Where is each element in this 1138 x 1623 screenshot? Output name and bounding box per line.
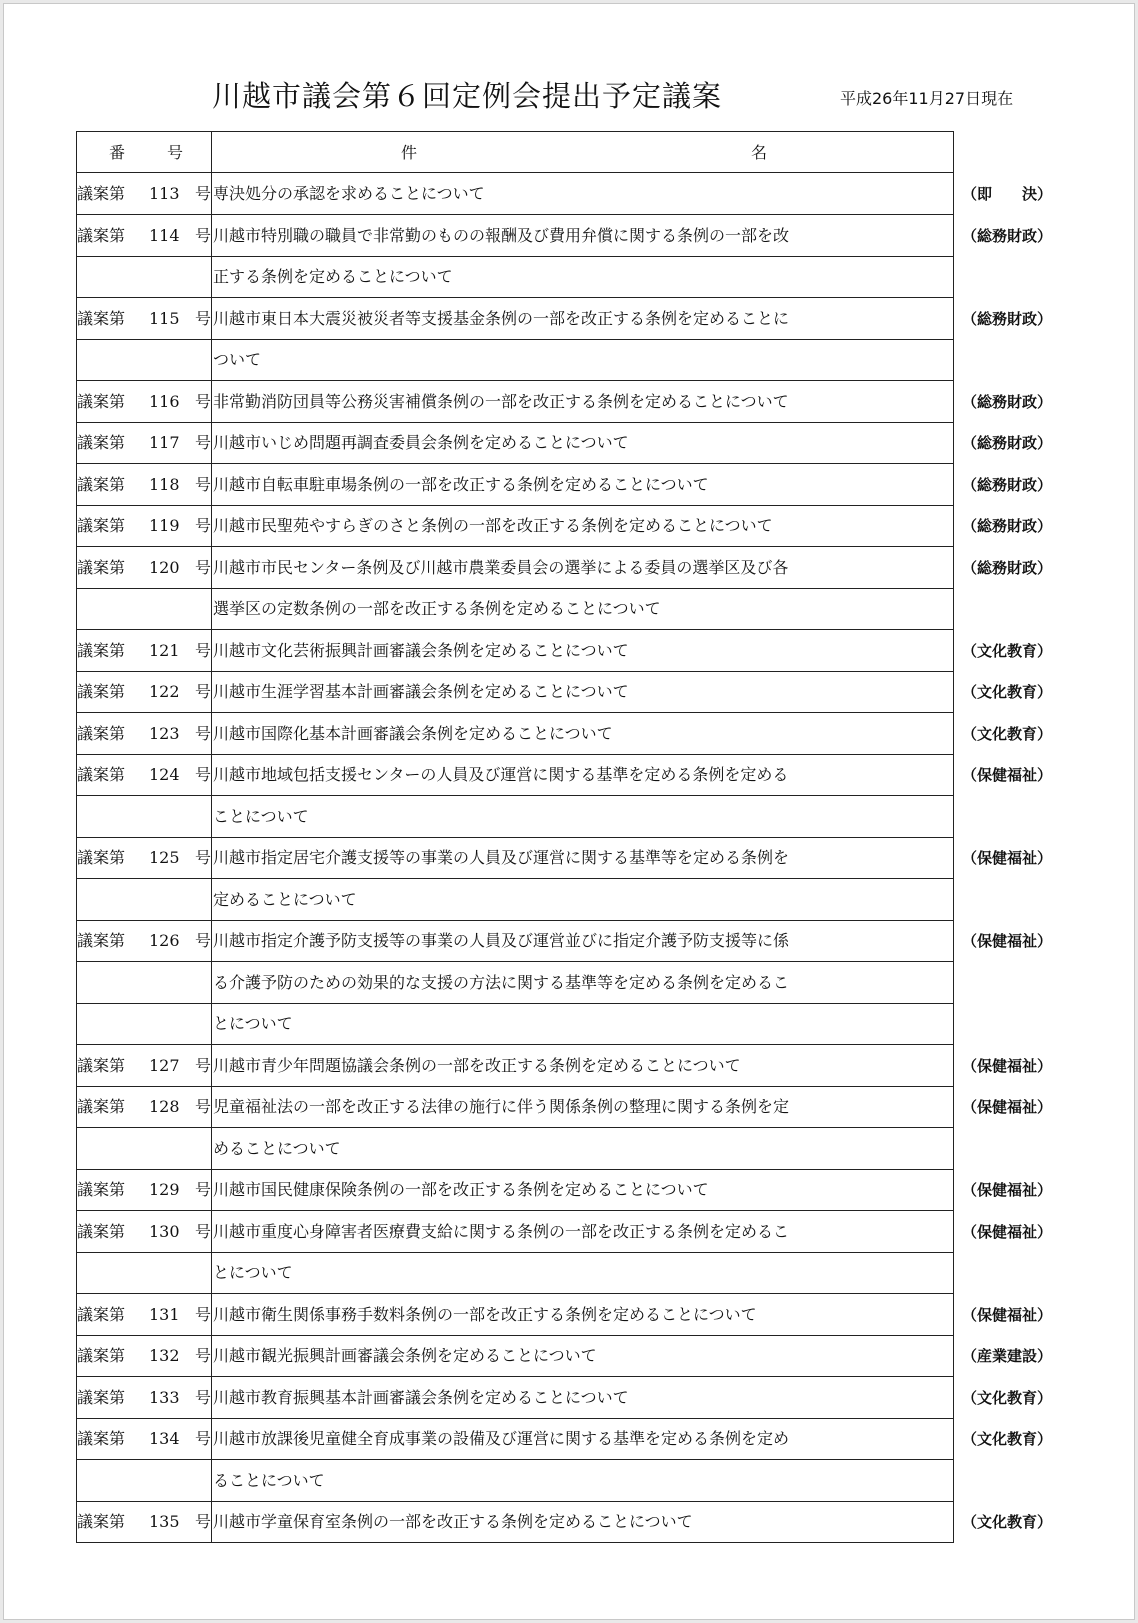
bill-number: 115 <box>149 308 180 328</box>
table-row <box>4 796 1136 838</box>
table-row <box>4 630 1136 672</box>
bill-suffix: 号 <box>195 474 212 494</box>
bill-number-cell <box>76 671 212 713</box>
bill-suffix: 号 <box>195 516 212 535</box>
committee-label: （保健福祉） <box>962 1181 1053 1199</box>
as-of-date: 平成26年11月27日現在 <box>840 89 1014 108</box>
committee-label <box>962 1003 1082 1045</box>
header-go: 号 <box>167 143 184 162</box>
bill-number: 122 <box>149 682 180 701</box>
bill-title: 正する条例を定めることについて <box>211 256 954 298</box>
committee-label <box>962 339 1082 381</box>
table-row <box>4 298 1136 340</box>
table-row <box>4 1003 1136 1045</box>
bill-number-cell <box>76 215 212 257</box>
bill-number-cell <box>76 1211 212 1253</box>
bill-prefix: 議案第 <box>77 433 126 452</box>
bill-prefix: 議案第 <box>77 1097 126 1116</box>
bill-number: 120 <box>149 557 180 577</box>
table-row <box>4 588 1136 630</box>
bill-title: 児童福祉法の一部を改正する法律の施行に伴う関係条例の整理に関する条例を定 <box>211 1086 954 1128</box>
table-row <box>4 173 1136 215</box>
table-row <box>4 1501 1136 1543</box>
bill-title: ことについて <box>211 796 954 838</box>
bill-number-cell <box>76 1335 212 1377</box>
committee-label: （文化教育） <box>962 641 1053 660</box>
table-row <box>4 381 1136 423</box>
bill-number-cell <box>76 630 212 672</box>
bill-prefix: 議案第 <box>77 308 126 328</box>
committee-label: （総務財政） <box>962 475 1053 494</box>
bill-suffix: 号 <box>195 765 212 784</box>
bill-number-cell <box>76 298 212 340</box>
committee-label: （文化教育） <box>962 1513 1053 1531</box>
bill-suffix: 号 <box>195 682 212 701</box>
bill-number-cell <box>76 256 212 298</box>
bill-title: 川越市青少年問題協議会条例の一部を改正する条例を定めることについて <box>211 1045 954 1087</box>
bill-prefix: 議案第 <box>77 225 126 245</box>
bill-table <box>4 4 1136 1621</box>
bill-number-cell <box>76 339 212 381</box>
bill-title: 川越市自転車駐車場条例の一部を改正する条例を定めることについて <box>211 464 954 506</box>
table-row <box>4 920 1136 962</box>
bill-number-cell <box>76 1169 212 1211</box>
page-title: 川越市議会第６回定例会提出予定議案 <box>212 79 723 113</box>
bill-prefix: 議案第 <box>77 1221 126 1241</box>
bill-title: めることについて <box>211 1128 954 1170</box>
committee-label: （保健福祉） <box>962 766 1053 784</box>
bill-title: 川越市民聖苑やすらぎのさと条例の一部を改正する条例を定めることについて <box>211 505 954 547</box>
bill-title: 定めることについて <box>211 879 954 921</box>
bill-suffix: 号 <box>195 1221 212 1241</box>
bill-number: 113 <box>149 184 180 203</box>
bill-title: 川越市国際化基本計画審議会条例を定めることについて <box>211 713 954 755</box>
bill-title: 川越市観光振興計画審議会条例を定めることについて <box>211 1335 954 1377</box>
bill-number-cell <box>76 713 212 755</box>
bill-prefix: 議案第 <box>77 1387 126 1407</box>
bill-number-cell <box>76 588 212 630</box>
bill-number-cell <box>76 920 212 962</box>
bill-title: 川越市指定介護予防支援等の事業の人員及び運営並びに指定介護予防支援等に係 <box>211 920 954 962</box>
bill-suffix: 号 <box>195 1055 212 1075</box>
bill-title: 川越市いじめ問題再調査委員会条例を定めることについて <box>211 422 954 464</box>
bill-suffix: 号 <box>195 184 212 203</box>
committee-label <box>962 879 1082 921</box>
bill-number-cell <box>76 381 212 423</box>
bill-number-cell <box>76 1460 212 1502</box>
bill-title: 川越市特別職の職員で非常勤のものの報酬及び費用弁償に関する条例の一部を改 <box>211 215 954 257</box>
header-mei: 名 <box>751 143 768 162</box>
bill-number-cell <box>76 547 212 589</box>
bill-suffix: 号 <box>195 557 212 577</box>
bill-number: 130 <box>149 1221 180 1241</box>
table-row <box>4 962 1136 1004</box>
bill-prefix: 議案第 <box>77 516 126 535</box>
committee-label: （文化教育） <box>962 1388 1053 1407</box>
bill-title: 選挙区の定数条例の一部を改正する条例を定めることについて <box>211 588 954 630</box>
bill-number-cell <box>76 1045 212 1087</box>
table-row <box>4 1211 1136 1253</box>
bill-number-cell <box>76 505 212 547</box>
bill-prefix: 議案第 <box>77 1180 126 1199</box>
document-page <box>3 3 1135 1620</box>
committee-label <box>962 588 1082 630</box>
bill-number: 121 <box>149 640 180 660</box>
table-row <box>4 1086 1136 1128</box>
table-row <box>4 505 1136 547</box>
bill-number-cell <box>76 962 212 1004</box>
bill-suffix: 号 <box>195 931 212 950</box>
bill-title: とについて <box>211 1252 954 1294</box>
bill-number: 118 <box>149 474 180 494</box>
committee-label <box>962 256 1082 298</box>
bill-title: 川越市生涯学習基本計画審議会条例を定めることについて <box>211 671 954 713</box>
bill-title: 川越市放課後児童健全育成事業の設備及び運営に関する基準を定める条例を定め <box>211 1418 954 1460</box>
bill-number: 134 <box>149 1429 180 1448</box>
bill-number: 116 <box>149 391 180 411</box>
table-row <box>4 464 1136 506</box>
bill-number: 123 <box>149 723 180 743</box>
table-row <box>4 1252 1136 1294</box>
committee-label: （保健福祉） <box>962 932 1053 950</box>
bill-number: 131 <box>149 1304 180 1324</box>
bill-prefix: 議案第 <box>77 184 126 203</box>
table-row <box>4 1335 1136 1377</box>
committee-label <box>962 796 1082 838</box>
bill-number: 119 <box>149 516 180 535</box>
committee-label: （保健福祉） <box>962 1222 1053 1241</box>
committee-label <box>962 1128 1082 1170</box>
bill-number-cell <box>76 1418 212 1460</box>
bill-title: 川越市文化芸術振興計画審議会条例を定めることについて <box>211 630 954 672</box>
bill-suffix: 号 <box>195 1097 212 1116</box>
table-row <box>4 1377 1136 1419</box>
bill-prefix: 議案第 <box>77 1512 126 1531</box>
bill-number: 127 <box>149 1055 180 1075</box>
committee-label: （保健福祉） <box>962 1056 1053 1075</box>
bill-number-cell <box>76 1501 212 1543</box>
bill-title: ついて <box>211 339 954 381</box>
bill-title: 川越市東日本大震災被災者等支援基金条例の一部を改正する条例を定めることに <box>211 298 954 340</box>
table-row <box>4 256 1136 298</box>
table-row <box>4 1128 1136 1170</box>
bill-number: 114 <box>149 225 180 245</box>
table-row <box>4 1294 1136 1336</box>
bill-number: 133 <box>149 1387 180 1407</box>
committee-label: （保健福祉） <box>962 849 1053 867</box>
bill-title: 川越市国民健康保険条例の一部を改正する条例を定めることについて <box>211 1169 954 1211</box>
bill-number: 124 <box>149 765 180 784</box>
bill-title: 専決処分の承認を求めることについて <box>211 173 954 215</box>
bill-number: 125 <box>149 848 180 867</box>
committee-label: （産業建設） <box>962 1347 1053 1365</box>
bill-prefix: 議案第 <box>77 1429 126 1448</box>
table-row <box>4 1045 1136 1087</box>
bill-number: 132 <box>149 1346 180 1365</box>
bill-number-cell <box>76 837 212 879</box>
table-row <box>4 1460 1136 1502</box>
bill-title: 川越市教育振興基本計画審議会条例を定めることについて <box>211 1377 954 1419</box>
bill-number-cell <box>76 1128 212 1170</box>
header-ken: 件 <box>401 143 418 162</box>
bill-title: 川越市指定居宅介護支援等の事業の人員及び運営に関する基準等を定める条例を <box>211 837 954 879</box>
bill-number: 117 <box>149 433 180 452</box>
committee-label <box>962 962 1082 1004</box>
bill-suffix: 号 <box>195 848 212 867</box>
table-row <box>4 879 1136 921</box>
committee-label: （総務財政） <box>962 558 1053 577</box>
bill-number-cell <box>76 796 212 838</box>
bill-number-cell <box>76 1252 212 1294</box>
committee-label <box>962 1460 1082 1502</box>
bill-title: 川越市市民センター条例及び川越市農業委員会の選挙による委員の選挙区及び各 <box>211 547 954 589</box>
bill-prefix: 議案第 <box>77 682 126 701</box>
bill-title: とについて <box>211 1003 954 1045</box>
bill-suffix: 号 <box>195 1429 212 1448</box>
bill-number-cell <box>76 1086 212 1128</box>
committee-label <box>962 1252 1082 1294</box>
bill-prefix: 議案第 <box>77 474 126 494</box>
bill-prefix: 議案第 <box>77 1304 126 1324</box>
table-row <box>4 713 1136 755</box>
header-number-cell <box>76 131 212 173</box>
bill-title: る介護予防のための効果的な支援の方法に関する基準等を定める条例を定めるこ <box>211 962 954 1004</box>
bill-prefix: 議案第 <box>77 391 126 411</box>
table-row <box>4 547 1136 589</box>
bill-prefix: 議案第 <box>77 1346 126 1365</box>
table-row <box>4 837 1136 879</box>
bill-suffix: 号 <box>195 225 212 245</box>
bill-number: 128 <box>149 1097 180 1116</box>
bill-prefix: 議案第 <box>77 640 126 660</box>
table-row <box>4 422 1136 464</box>
table-row <box>4 671 1136 713</box>
bill-suffix: 号 <box>195 723 212 743</box>
bill-number-cell <box>76 1294 212 1336</box>
bill-number-cell <box>76 879 212 921</box>
bill-number: 126 <box>149 931 180 950</box>
table-row <box>4 754 1136 796</box>
bill-title: 川越市地域包括支援センターの人員及び運営に関する基準を定める条例を定める <box>211 754 954 796</box>
bill-prefix: 議案第 <box>77 765 126 784</box>
bill-number-cell <box>76 1003 212 1045</box>
committee-label: （保健福祉） <box>962 1098 1053 1116</box>
header-title-cell <box>211 131 954 173</box>
committee-label: （総務財政） <box>962 226 1053 245</box>
bill-number: 135 <box>149 1512 180 1531</box>
bill-suffix: 号 <box>195 640 212 660</box>
table-row <box>4 215 1136 257</box>
bill-title: 川越市学童保育室条例の一部を改正する条例を定めることについて <box>211 1501 954 1543</box>
table-row <box>4 1169 1136 1211</box>
bill-number-cell <box>76 754 212 796</box>
header-ban: 番 <box>109 143 126 162</box>
bill-prefix: 議案第 <box>77 931 126 950</box>
committee-label: （総務財政） <box>962 517 1053 535</box>
bill-title: 非常勤消防団員等公務災害補償条例の一部を改正する条例を定めることについて <box>211 381 954 423</box>
table-row <box>4 339 1136 381</box>
bill-prefix: 議案第 <box>77 723 126 743</box>
bill-suffix: 号 <box>195 1387 212 1407</box>
bill-suffix: 号 <box>195 308 212 328</box>
bill-prefix: 議案第 <box>77 1055 126 1075</box>
bill-suffix: 号 <box>195 391 212 411</box>
bill-suffix: 号 <box>195 1180 212 1199</box>
bill-prefix: 議案第 <box>77 557 126 577</box>
table-header <box>4 131 1136 173</box>
bill-suffix: 号 <box>195 1346 212 1365</box>
bill-number-cell <box>76 422 212 464</box>
bill-number-cell <box>76 173 212 215</box>
committee-label: （文化教育） <box>962 683 1053 701</box>
bill-number-cell <box>76 1377 212 1419</box>
bill-number-cell <box>76 464 212 506</box>
bill-title: 川越市衛生関係事務手数料条例の一部を改正する条例を定めることについて <box>211 1294 954 1336</box>
committee-label: （総務財政） <box>962 434 1053 452</box>
bill-suffix: 号 <box>195 1512 212 1531</box>
bill-title: ることについて <box>211 1460 954 1502</box>
table-row <box>4 1418 1136 1460</box>
bill-prefix: 議案第 <box>77 848 126 867</box>
bill-suffix: 号 <box>195 433 212 452</box>
bill-suffix: 号 <box>195 1304 212 1324</box>
committee-label: （総務財政） <box>962 309 1053 328</box>
committee-label: （文化教育） <box>962 1430 1053 1448</box>
bill-title: 川越市重度心身障害者医療費支給に関する条例の一部を改正する条例を定めるこ <box>211 1211 954 1253</box>
committee-label: （総務財政） <box>962 392 1053 411</box>
committee-label: （保健福祉） <box>962 1305 1053 1324</box>
committee-label: （即 決） <box>962 185 1053 203</box>
bill-number: 129 <box>149 1180 180 1199</box>
committee-label: （文化教育） <box>962 724 1053 743</box>
